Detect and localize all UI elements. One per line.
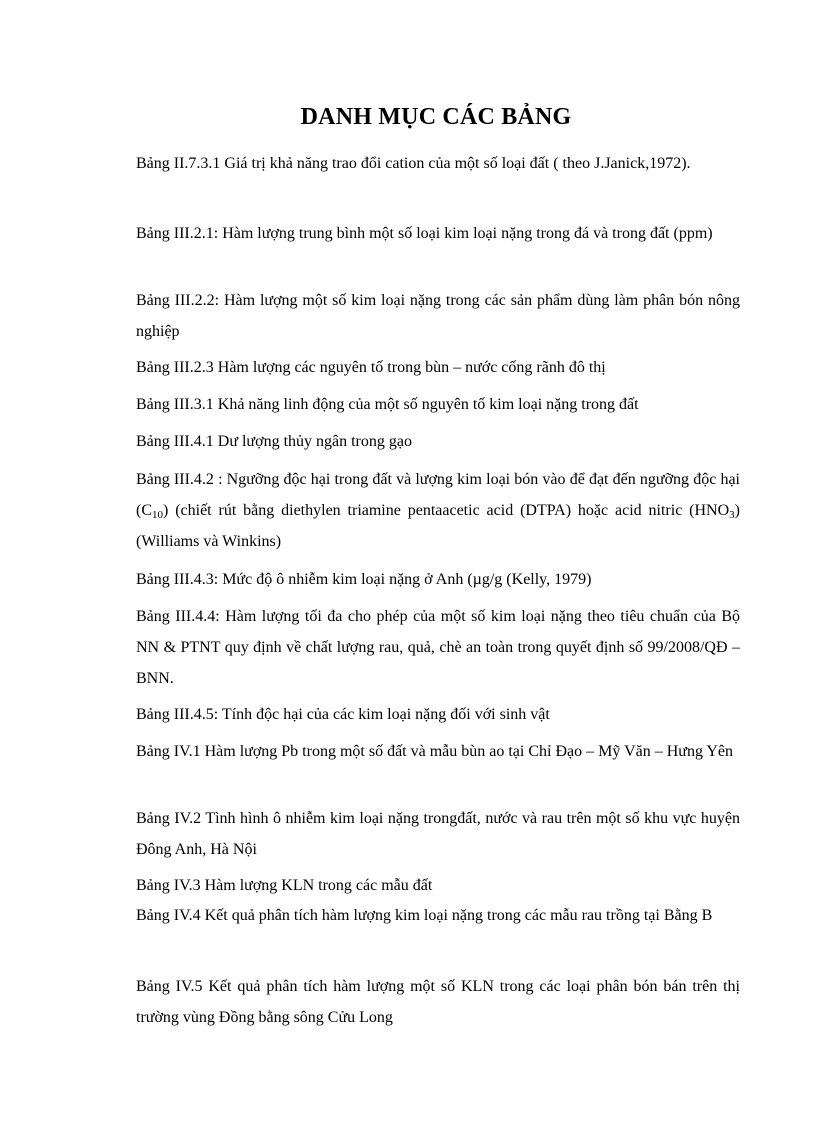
table-list-item: Bảng III.4.1 Dư lượng thủy ngân trong gạo — [136, 433, 412, 450]
table-list-item: Bảng III.3.1 Khả năng linh động của một số nguyên tố kim loại nặng trong đất — [136, 396, 639, 413]
subscript: 3 — [729, 509, 735, 521]
table-list-item: Bảng III.4.4: Hàm lượng tối đa cho phép của một số kim loại nặng theo tiêu chuẩn của Bộ NN & PTNT quy định về chất lượng rau, quả, chè an toàn trong quyết định số 99/2008/QĐ – BNN. — [136, 608, 740, 687]
table-list-item: Bảng IV.4 Kết quả phân tích hàm lượng kim loại nặng trong các mẫu rau trồng tại Bằng B — [136, 907, 713, 924]
table-list-item: Bảng II.7.3.1 Giá trị khả năng trao đổi cation của một số loại đất ( theo J.Janick,1972). — [136, 155, 691, 172]
table-list-item: Bảng IV.5 Kết quả phân tích hàm lượng một số KLN trong các loại phân bón bán trên thị trường vùng Đồng bằng sông Cửu Long — [136, 978, 740, 1026]
table-list-item — [136, 464, 740, 557]
table-list-item: Bảng III.2.3 Hàm lượng các nguyên tố trong bùn – nước cống rãnh đô thị — [136, 359, 606, 376]
entry-text: Bảng III.4.2 : Ngưỡng độc hại trong đất và lượng kim loại bón vào để đạt đến ngưỡng độc hại (C — [136, 471, 740, 519]
table-list-item: Bảng III.4.5: Tính độc hại của các kim loại nặng đối với sinh vật — [136, 706, 550, 723]
table-list-item: Bảng III.2.1: Hàm lượng trung bình một số loại kim loại nặng trong đá và trong đất (ppm) — [136, 225, 713, 242]
entry-text: ) (chiết rút bằng diethylen triamine pentaacetic acid (DTPA) hoặc acid nitric (HNO — [163, 502, 730, 519]
table-list-item: Bảng III.4.3: Mức độ ô nhiễm kim loại nặng ở Anh (µg/g (Kelly, 1979) — [136, 571, 592, 588]
table-list-item: Bảng IV.2 Tình hình ô nhiễm kim loại nặng trongđất, nước và rau trên một số khu vực huyện Đông Anh, Hà Nội — [136, 810, 740, 858]
subscript: 10 — [152, 509, 163, 521]
page-title: DANH MỤC CÁC BẢNG — [300, 104, 572, 130]
entry-text: ) (Williams và Winkins) — [136, 502, 740, 550]
table-list-item: Bảng IV.1 Hàm lượng Pb trong một số đất và mẫu bùn ao tại Chỉ Đạo – Mỹ Văn – Hưng Yên — [136, 743, 734, 760]
table-list-item: Bảng III.2.2: Hàm lượng một số kim loại nặng trong các sản phẩm dùng làm phân bón nông nghiệp — [136, 292, 740, 340]
table-list-item: Bảng IV.3 Hàm lượng KLN trong các mẫu đất — [136, 877, 433, 894]
